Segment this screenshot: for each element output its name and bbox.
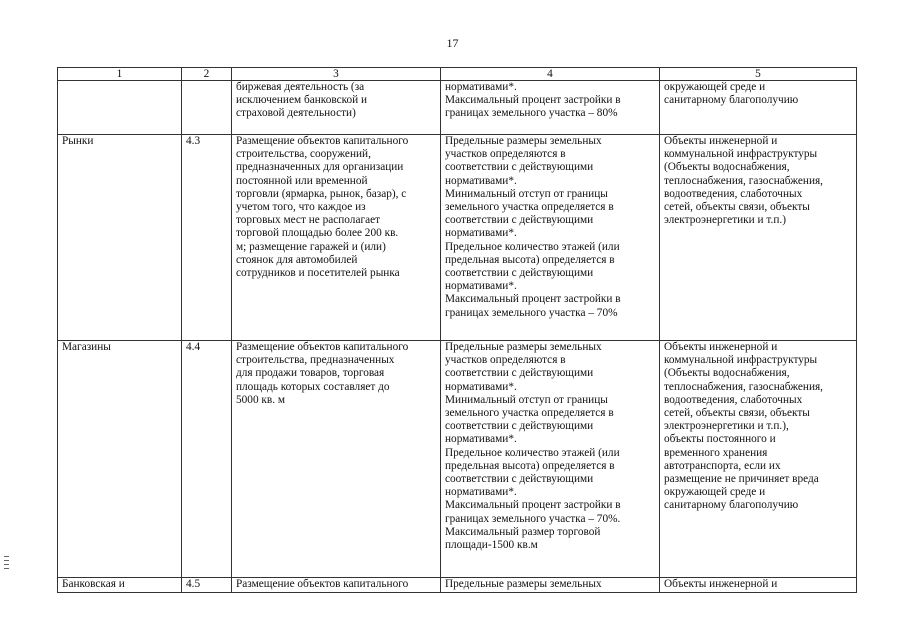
use-code-cell — [182, 81, 232, 135]
infrastructure-cell — [660, 341, 857, 578]
cell-text-line: земельного участка определяется в — [445, 201, 614, 214]
cell-text-line: соответствии с действующими — [445, 161, 594, 174]
table-row — [58, 81, 857, 135]
column-header-4: 4 — [441, 68, 660, 81]
use-name-cell: Магазины — [58, 341, 182, 578]
cell-text-line: исключением банковской и — [236, 94, 368, 107]
cell-text-line: Максимальный процент застройки в — [445, 94, 621, 107]
cell-text-line: теплоснабжения, газоснабжения, — [664, 380, 824, 393]
cell-text-line: предназначенных для организации — [236, 161, 404, 174]
parameters-cell — [441, 341, 660, 578]
cell-text-line: 5000 кв. м — [236, 393, 286, 406]
use-description-cell — [232, 81, 441, 135]
cell-text-line: Минимальный отступ от границы — [445, 393, 608, 406]
cell-text-line: теплоснабжения, газоснабжения, — [664, 174, 824, 187]
cell-text-line: площади-1500 кв.м — [445, 539, 538, 552]
cell-text-line: электроэнергетики и т.п.) — [664, 214, 786, 227]
infrastructure-cell — [660, 135, 857, 341]
cell-text-line: водоотведения, слаботочных — [664, 393, 803, 406]
cell-text-line: соответствии с действующими — [445, 367, 594, 380]
use-name-cell — [58, 81, 182, 135]
column-header-2: 2 — [182, 68, 232, 81]
use-name-cell: Банковская и — [58, 578, 182, 593]
cell-text-line: коммунальной инфраструктуры — [664, 148, 818, 161]
cell-text-line: соответствии с действующими — [445, 267, 594, 280]
cell-text-line: Предельные размеры земельных — [445, 578, 602, 590]
cell-text-line: соответствии с действующими — [445, 420, 594, 433]
cell-text-line: Предельные размеры земельных — [445, 341, 602, 353]
cell-text-line: участков определяются в — [445, 148, 566, 161]
cell-text-line: нормативами*. — [445, 227, 517, 240]
cell-text-line: границах земельного участка – 70% — [445, 306, 618, 319]
use-description-cell — [232, 135, 441, 341]
use-code-cell: 4.3 — [182, 135, 232, 341]
parameters-cell — [441, 135, 660, 341]
table-row — [58, 578, 857, 593]
column-header-3: 3 — [232, 68, 441, 81]
cell-text-line: учетом того, что каждое из — [236, 201, 366, 214]
use-code-cell: 4.4 — [182, 341, 232, 578]
margin-marks — [4, 556, 10, 572]
table-row — [58, 341, 857, 578]
cell-text-line: санитарному благополучию — [664, 499, 799, 512]
cell-text-line: границах земельного участка – 80% — [445, 107, 618, 120]
cell-text-line: предельная высота) определяется в — [445, 253, 615, 266]
cell-text-line: сотрудников и посетителей рынка — [236, 267, 400, 280]
column-header-5: 5 — [660, 68, 857, 81]
cell-text-line: сетей, объекты связи, объекты — [664, 407, 810, 420]
cell-text-line: санитарному благополучию — [664, 94, 799, 107]
cell-text-line: для продажи товаров, торговая — [236, 367, 385, 380]
cell-text-line: торговли (ярмарка, рынок, базар), с — [236, 187, 407, 200]
cell-text-line: площадь которых составляет до — [236, 380, 390, 393]
cell-text-line: Максимальный размер торговой — [445, 525, 601, 538]
infrastructure-cell — [660, 578, 857, 593]
cell-text-line: стоянок для автомобилей — [236, 253, 358, 266]
cell-text-line: строительства, сооружений, — [236, 148, 371, 161]
cell-text-line: строительства, предназначенных — [236, 354, 395, 367]
cell-text-line: постоянной или временной — [236, 174, 368, 187]
cell-text-line: Объекты инженерной и — [664, 578, 778, 590]
parameters-cell — [441, 81, 660, 135]
cell-text-line: нормативами*. — [445, 174, 517, 187]
table-header-row — [58, 68, 857, 81]
cell-text-line: Объекты инженерной и — [664, 135, 778, 147]
cell-text-line: Минимальный отступ от границы — [445, 187, 608, 200]
cell-text-line: торговых мест не располагает — [236, 214, 381, 227]
cell-text-line: Размещение объектов капитального — [236, 341, 409, 353]
cell-text-line: границах земельного участка – 70%. — [445, 512, 621, 525]
cell-text-line: торговой площадью более 200 кв. — [236, 227, 399, 240]
cell-text-line: электроэнергетики и т.п.), — [664, 420, 789, 433]
cell-text-line: нормативами*. — [445, 433, 517, 446]
cell-text-line: страховой деятельности) — [236, 107, 356, 120]
cell-text-line: участков определяются в — [445, 354, 566, 367]
table-row — [58, 135, 857, 341]
cell-text-line: Предельное количество этажей (или — [445, 240, 620, 253]
cell-text-line: Максимальный процент застройки в — [445, 293, 621, 306]
cell-text-line: Размещение объектов капитального — [236, 578, 409, 590]
cell-text-line: объекты постоянного и — [664, 433, 776, 446]
cell-text-line: Максимальный процент застройки в — [445, 499, 621, 512]
parameters-cell — [441, 578, 660, 593]
use-description-cell — [232, 578, 441, 593]
cell-text-line: (Объекты водоснабжения, — [664, 161, 790, 174]
use-description-cell — [232, 341, 441, 578]
cell-text-line: размещение не причиняет вреда — [664, 473, 819, 486]
cell-text-line: автотранспорта, если их — [664, 459, 781, 472]
cell-text-line: Объекты инженерной и — [664, 341, 778, 353]
use-code-cell: 4.5 — [182, 578, 232, 593]
cell-text-line: Размещение объектов капитального — [236, 135, 409, 147]
cell-text-line: водоотведения, слаботочных — [664, 187, 803, 200]
infrastructure-cell — [660, 81, 857, 135]
cell-text-line: нормативами*. — [445, 380, 517, 393]
cell-text-line: сетей, объекты связи, объекты — [664, 201, 810, 214]
zoning-table — [57, 67, 857, 593]
column-header-1: 1 — [58, 68, 182, 81]
cell-text-line: нормативами*. — [445, 486, 517, 499]
cell-text-line: нормативами*. — [445, 280, 517, 293]
cell-text-line: временного хранения — [664, 446, 768, 459]
table-body — [58, 81, 857, 593]
cell-text-line: коммунальной инфраструктуры — [664, 354, 818, 367]
cell-text-line: соответствии с действующими — [445, 473, 594, 486]
use-name-cell: Рынки — [58, 135, 182, 341]
cell-text-line: земельного участка определяется в — [445, 407, 614, 420]
cell-text-line: м; размещение гаражей и (или) — [236, 240, 386, 253]
cell-text-line: окружающей среде и — [664, 486, 766, 499]
page-number: 17 — [446, 36, 459, 50]
cell-text-line: Предельные размеры земельных — [445, 135, 602, 147]
cell-text-line: (Объекты водоснабжения, — [664, 367, 790, 380]
cell-text-line: Предельное количество этажей (или — [445, 446, 620, 459]
cell-text-line: соответствии с действующими — [445, 214, 594, 227]
cell-text-line: предельная высота) определяется в — [445, 459, 615, 472]
cell-text-line: нормативами*. — [445, 81, 517, 93]
cell-text-line: биржевая деятельность (за — [236, 81, 365, 93]
cell-text-line: окружающей среде и — [664, 81, 766, 93]
